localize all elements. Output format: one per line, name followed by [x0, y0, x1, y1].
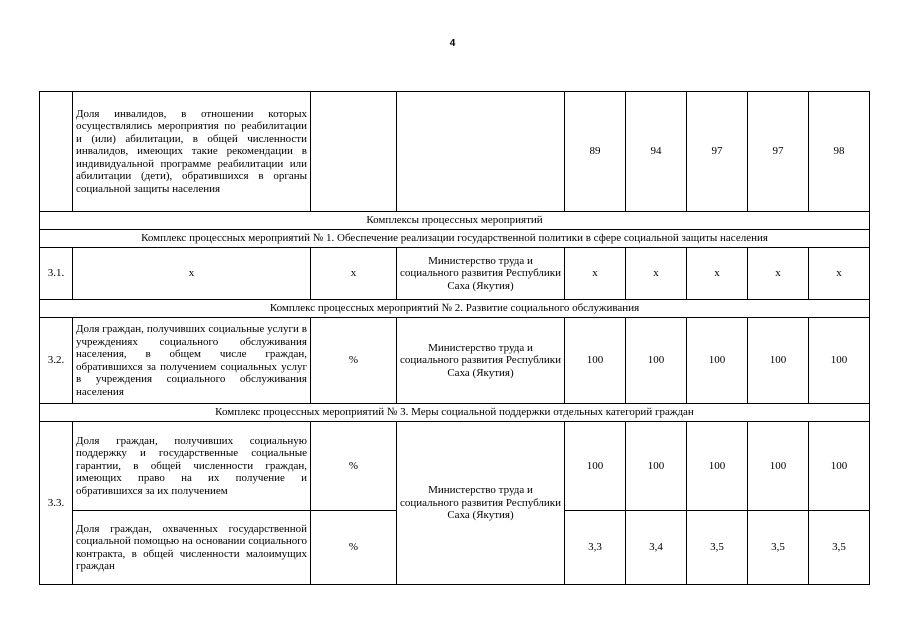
indicator-name-cell: Доля граждан, охваченных государственной социальной помощью на основании социального контракта, в общей численности малоимущих граждан	[73, 511, 311, 585]
row-number-cell: 3.3.	[40, 422, 73, 585]
row-number-cell: 3.1.	[40, 248, 73, 300]
indicator-name-cell: х	[73, 248, 311, 300]
value-cell: 100	[809, 422, 870, 511]
value-cell: х	[565, 248, 626, 300]
value-cell: 97	[687, 92, 748, 212]
responsible-cell: Министерство труда и социального развития Республики Саха (Якутия)	[397, 422, 565, 585]
value-cell: 3,3	[565, 511, 626, 585]
value-cell: 100	[626, 422, 687, 511]
value-cell: 100	[748, 318, 809, 404]
value-cell: 89	[565, 92, 626, 212]
unit-cell: %	[311, 318, 397, 404]
value-cell: 100	[565, 318, 626, 404]
value-cell: х	[687, 248, 748, 300]
complex-header-row	[40, 230, 870, 248]
value-cell: 100	[626, 318, 687, 404]
value-cell: 3,4	[626, 511, 687, 585]
value-cell: х	[748, 248, 809, 300]
value-cell: 100	[809, 318, 870, 404]
responsible-cell: Министерство труда и социального развития Республики Саха (Якутия)	[397, 318, 565, 404]
complex-title: Комплекс процессных мероприятий № 3. Меры социальной поддержки отдельных категорий граждан	[40, 404, 870, 422]
unit-cell	[311, 92, 397, 212]
value-cell: х	[809, 248, 870, 300]
unit-cell: %	[311, 511, 397, 585]
complex-title: Комплекс процессных мероприятий № 2. Развитие социального обслуживания	[40, 300, 870, 318]
value-cell: 100	[748, 422, 809, 511]
table-row-3-2	[40, 318, 870, 404]
value-cell: 3,5	[809, 511, 870, 585]
responsible-cell	[397, 92, 565, 212]
value-cell: 3,5	[687, 511, 748, 585]
row-number-cell	[40, 92, 73, 212]
unit-cell: х	[311, 248, 397, 300]
complex-header-row	[40, 404, 870, 422]
table-row-3-3a	[40, 422, 870, 511]
section-header-row	[40, 212, 870, 230]
table-row-disabled-rehab	[40, 92, 870, 212]
value-cell: 100	[565, 422, 626, 511]
indicator-name-cell: Доля инвалидов, в отношении которых осуществлялись мероприятия по реабилитации и (или) абилитации, в общей численности инвалидов, имеющих такие рекомендации в индивидуальной программе реабилитации или абилитации (дети), обратившихся в органы социальной защиты населения	[73, 92, 311, 212]
page-number: 4	[449, 38, 456, 49]
section-title: Комплексы процессных мероприятий	[40, 212, 870, 230]
value-cell: 98	[809, 92, 870, 212]
indicator-name-cell: Доля граждан, получивших социальную поддержку и государственные социальные гарантии, в общей численности граждан, имеющих право на их получение и обратившихся за их получением	[73, 422, 311, 511]
indicator-name-cell: Доля граждан, получивших социальные услуги в учреждениях социального обслуживания населения, в общем числе граждан, обратившихся за получением социальных услуг в учреждения социального обслуживания населения	[73, 318, 311, 404]
value-cell: 3,5	[748, 511, 809, 585]
value-cell: 94	[626, 92, 687, 212]
value-cell: 100	[687, 422, 748, 511]
responsible-cell: Министерство труда и социального развития Республики Саха (Якутия)	[397, 248, 565, 300]
value-cell: х	[626, 248, 687, 300]
value-cell: 97	[748, 92, 809, 212]
complex-header-row	[40, 300, 870, 318]
value-cell: 100	[687, 318, 748, 404]
unit-cell: %	[311, 422, 397, 511]
complex-title: Комплекс процессных мероприятий № 1. Обеспечение реализации государственной политики в сфере социальной защиты населения	[40, 230, 870, 248]
indicators-table	[39, 91, 870, 585]
table-row-3-1	[40, 248, 870, 300]
row-number-cell: 3.2.	[40, 318, 73, 404]
